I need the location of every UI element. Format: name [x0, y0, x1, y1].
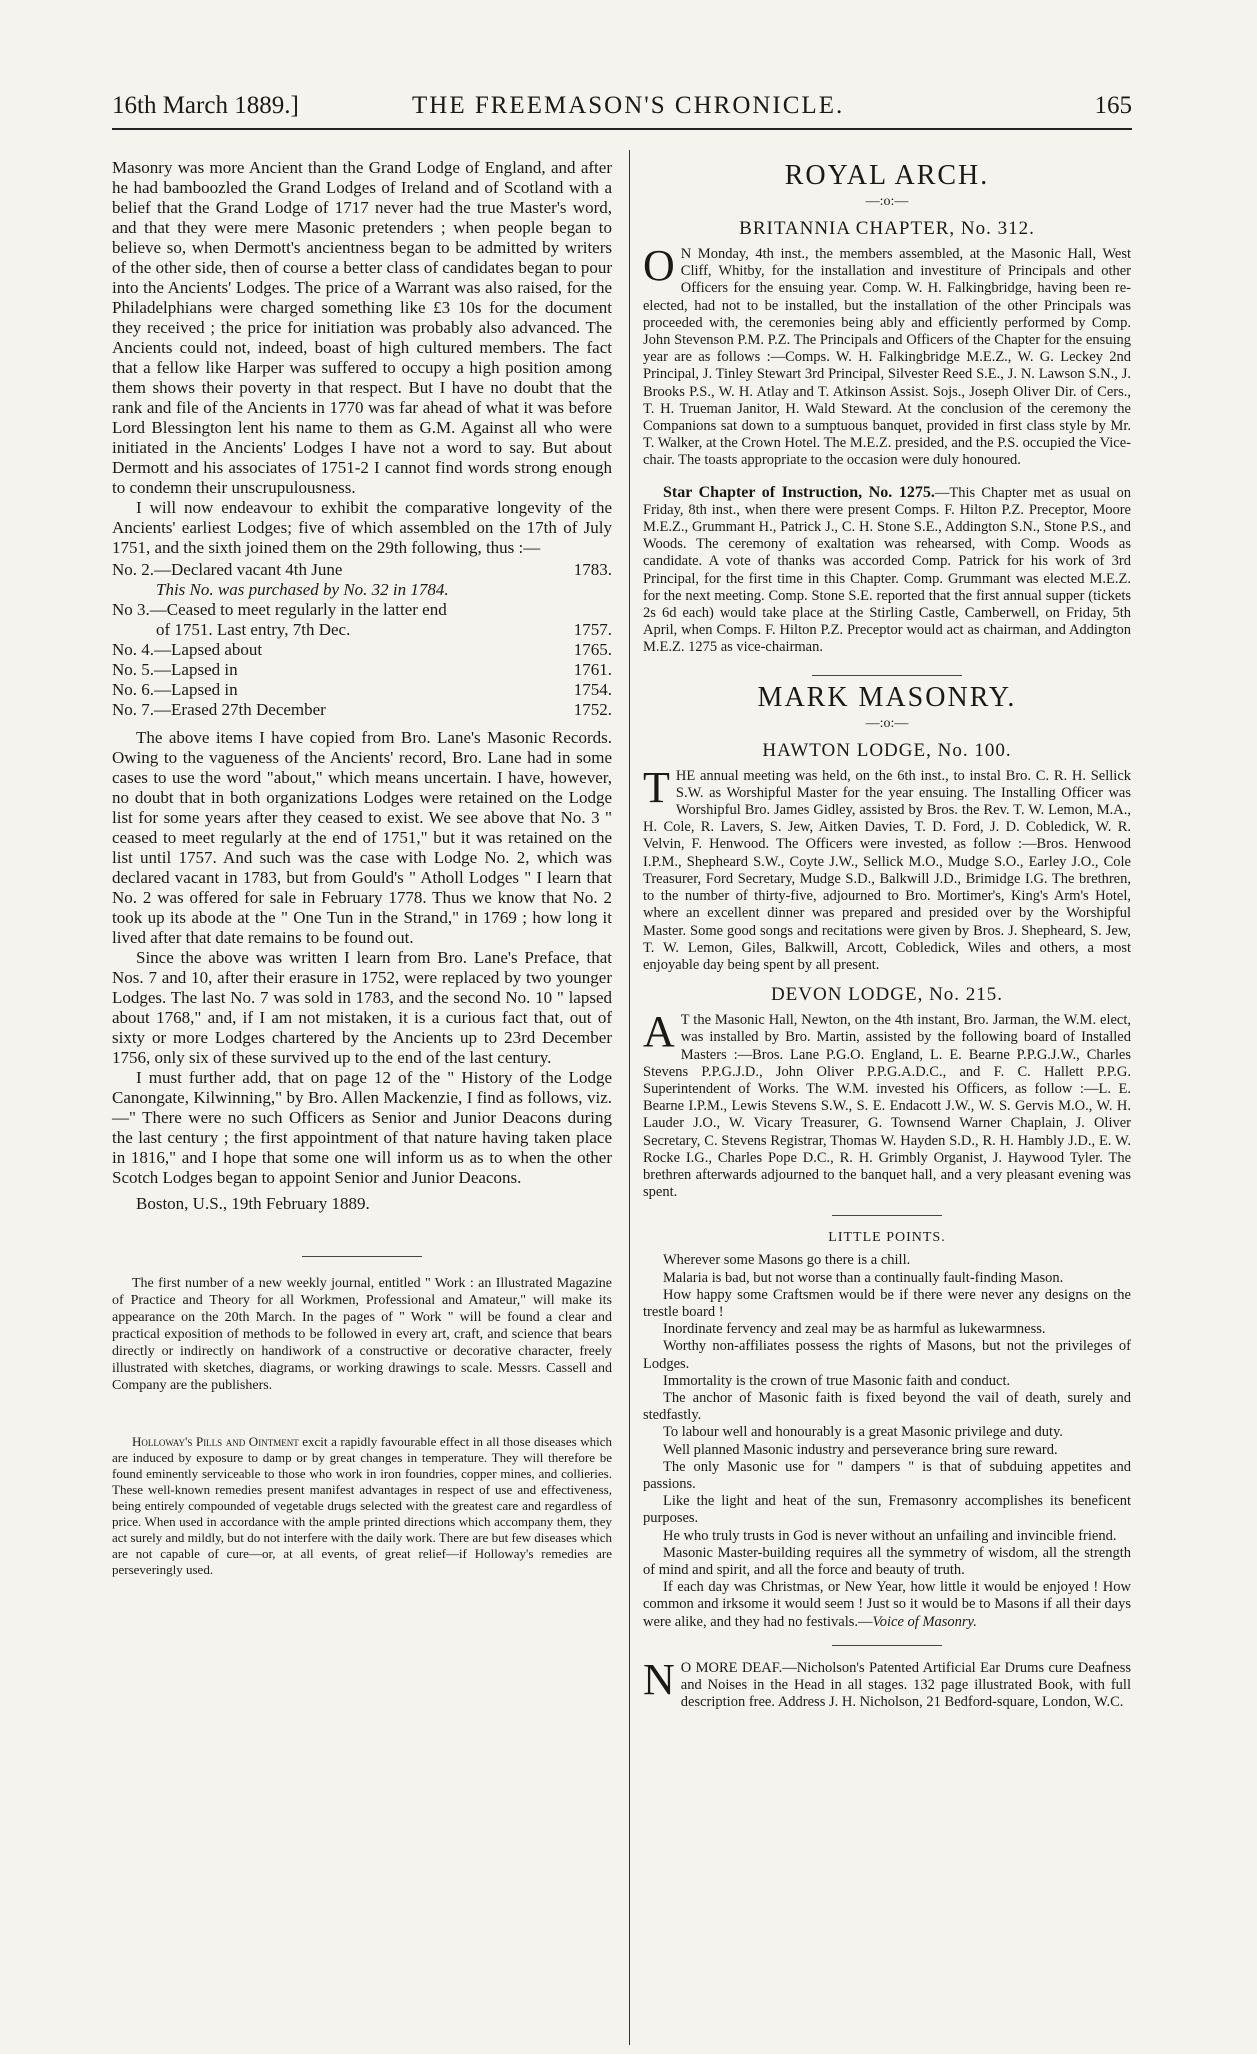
- list-item: Malaria is bad, but not worse than a continually fault-finding Mason.: [663, 1269, 1064, 1286]
- article-body: [112, 158, 612, 558]
- lodge-table: [112, 560, 612, 720]
- issue-date: 16th March 1889.]: [112, 92, 299, 119]
- list-item: Masonic Master-building requires all the symmetry of wisdom, all the strength of mind and spirit, and all the force and beauty of truth.: [643, 1544, 1131, 1578]
- little-points-list: [643, 1252, 1131, 1630]
- table-row: No. 6.—Lapsed in 1754.: [112, 680, 612, 699]
- article-body-continued: [112, 728, 612, 1188]
- paragraph: The first number of a new weekly journal, entitled " Work : an Illustrated Magazine of Practice and Theory for all Workmen, Professional and Amateur," will make its appearance on the 20th March. In the pages of " Work " will be found a clear and practical exposition of methods to be followed in every art, craft, and science that bears directly or indirectly on handiwork of a constructive or decorative character, freely illustrated with sketches, diagrams, or working drawings to scale. Messrs. Cassell and Company are the publishers.: [112, 1276, 612, 1393]
- advert-lead: Holloway's Pills and Ointment: [132, 1434, 299, 1449]
- advert-body: excit a rapidly favourable effect in all those diseases which are induced by exposure to damp or by great changes in temperature. They will therefore be found eminently serviceable to those who work in iron foundries, copper mines, and collieries. These well-known remedies present manifest advantages in respect of use and effectiveness, being entirely compounded of vegetable drugs selected with the greatest care and regardless of price. When used in accordance with the ample printed directions which accompany them, they act surely and mildly, but do not interfere with the daily work. There are but few diseases which are not capable of cure—or, at all events, of great relief—if Holloway's remedies are perseveringly used.: [112, 1434, 612, 1577]
- list-item: Inordinate fervency and zeal may be as harmful as lukewarmness.: [663, 1321, 1046, 1338]
- table-row: No. 5.—Lapsed in 1761.: [112, 660, 612, 679]
- publication-title: THE FREEMASON'S CHRONICLE.: [412, 92, 845, 119]
- britannia-chapter-heading: BRITANNIA CHAPTER, No. 312.: [739, 218, 1035, 239]
- hawton-lodge-heading: HAWTON LODGE, No. 100.: [762, 739, 1012, 761]
- section-divider: [302, 1256, 422, 1257]
- left-column: [112, 158, 612, 1578]
- paragraph: The above items I have copied from Bro. Lane's Masonic Records. Owing to the vagueness of the Ancients' record, Bro. Lane had in some cases to use the word "about," which means uncertain. I have, however, no doubt that in both organizations Lodges were retained on the Lodge list for some years after they ceased to exist. We see above that No. 3 " ceased to meet regularly at the end of 1751," but it was retained on the list until 1757. And such was the case with Lodge No. 2, which was declared vacant in 1783, but from Gould's " Atholl Lodges " I learn that No. 2 was offered for sale in February 1778. Thus we know that No. 2 took up its abode at the " One Tun in the Strand," in 1769 ; how long it lived after that date remains to be found out.: [112, 728, 612, 947]
- work-journal-notice: [112, 1275, 612, 1394]
- list-item: He who truly trusts in God is never without an unfailing and invincible friend.: [663, 1527, 1117, 1544]
- table-row: No. 7.—Erased 27th December 1752.: [112, 700, 612, 719]
- drop-cap: N: [643, 1654, 675, 1704]
- section-divider: [812, 675, 962, 676]
- page-header: [112, 92, 1132, 132]
- table-row: No 3.—Ceased to meet regularly in the latter end: [112, 600, 447, 619]
- star-chapter-heading: Star Chapter of Instruction, No. 1275.: [663, 483, 935, 501]
- paragraph: THE annual meeting was held, on the 6th inst., to instal Bro. C. R. H. Sellick S.W. as Worshipful Master for the year ensuing. The Installing Officer was Worshipful Bro. James Gidley, assisted by Bros. the Rev. T. W. Lemon, M.A., H. Cole, R. Lavers, S. Jew, Aitken Davies, T. D. Ford, J. D. Cobledick, W. R. Velvin, F. Henwood. The Officers were invested, as follow :—Bros. Henwood I.P.M., Shepheard S.W., Coyte J.W., Sellick M.O., Mudge S.O., Earley J.O., Cole Treasurer, Ford Secretary, Mudge S.D., Balkwill J.D., Brimidge I.G. The brethren, to the number of thirty-five, adjourned to Bro. Mortimer's, King's Arm's Hotel, where an excellent dinner was prepared and presided over by the Worshipful Master. Some good songs and recitations were given by Bros. J. Shepheard, S. Jew, T. W. Lemon, Giles, Balkwill, Arcott, Cobledick, Wiles and others, a most enjoyable day being spent by all present.: [643, 762, 1131, 973]
- section-divider: [832, 1645, 942, 1646]
- list-item: How happy some Craftsmen would be if there were never any designs on the trestle board !: [643, 1286, 1131, 1320]
- advert-lead: O MORE DEAF.: [680, 1659, 783, 1676]
- ear-drums-advert: [643, 1654, 1131, 1712]
- paragraph: O N Monday, 4th inst., the members assembled, at the Masonic Hall, West Cliff, Whitby, for the installation and investiture of Principals and other Officers for the ensuing year. Comp. W. H. Falkingbridge, having been re-elected, had not to be installed, but the installation of the other Principals was proceeded with, the ceremonies being ably and efficiently performed by Comp. John Stevenson P.M. P.Z. The Principals and Officers of the Chapter for the ensuing year are as follows :—Comps. W. H. Falkingbridge M.E.Z., W. G. Leckey 2nd Principal, J. Tinley Stewart 3rd Principal, Silvester Reed S.E., J. N. Lawson S.N., J. Brooks P.S., W. H. Atlay and T. Atkinson Assist. Sojs., Joseph Oliver Dir. of Cers., T. H. Trueman Janitor, H. Wald Steward. At the conclusion of the ceremony the Companions sat down to a sumptuous banquet, provided in first class style by Mr. T. Walker, at the Crown Hotel. The M.E.Z. presided, and the P.S. occupied the Vice-chair. The toasts appropriate to the occasion were duly honoured.: [643, 241, 1131, 469]
- devon-report: [643, 1007, 1131, 1201]
- paragraph: I must further add, that on page 12 of the " History of the Lodge Canongate, Kilwinning," by Bro. Allen Mackenzie, I find as follows, viz.—" There were no such Officers as Senior and Junior Deacons during the last century ; the first appointment of that nature having taken place in 1816," and I hope that some one will inform us as to when the other Scotch Lodges began to appoint Senior and Junior Deacons.: [112, 1068, 612, 1187]
- section-divider: [832, 1215, 942, 1216]
- page-number: 165: [1094, 92, 1132, 119]
- drop-cap: A: [643, 1007, 675, 1057]
- list-item: The only Masonic use for " dampers " is that of subduing appetites and passions.: [643, 1458, 1131, 1492]
- table-row: of 1751. Last entry, 7th Dec. 1757.: [156, 620, 612, 639]
- little-points-heading: LITTLE POINTS.: [828, 1230, 946, 1246]
- list-item: Well planned Masonic industry and perseverance bring sure reward.: [663, 1441, 1058, 1458]
- devon-lodge-heading: DEVON LODGE, No. 215.: [770, 984, 1004, 1006]
- signature-line: Boston, U.S., 19th February 1889.: [136, 1194, 370, 1213]
- header-rule: [112, 128, 1132, 130]
- britannia-report: [643, 241, 1132, 657]
- column-divider: [629, 150, 630, 2045]
- list-item: Immortality is the crown of true Masonic faith and conduct.: [663, 1372, 1011, 1389]
- paragraph: A T the Masonic Hall, Newton, on the 4th instant, Bro. Jarman, the W.M. elect, was installed by Bro. Martin, assisted by the following board of Installed Masters :—Bros. Lane P.G.O. England, L. E. Bearne P.P.G.J.W., Charles Stevens P.P.G.J.D., John Oliver P.P.G.A.D.C., and F. C. Hallett P.P.G. Superintendent of Works. The W.M. invested his Officers, as follow :—L. E. Bearne I.P.M., Lewis Stevens S.W., S. E. Endacott J.W., W. S. Gervis M.O., W. H. Lauder J.O., W. Vicary Treasurer, G. Townsend Warner Chaplain, J. Oliver Secretary, C. Stevens Registrar, Thomas W. Hayden S.D., R. H. Hambly J.D., E. W. Rocke I.G., Charles Pope D.C., R. H. Grimbly Organist, J. Haywood Tyler. The brethren afterwards adjourned to the banquet hall, and a very pleasant evening was spent.: [643, 1007, 1131, 1201]
- paragraph: I will now endeavour to exhibit the comparative longevity of the Ancients' earliest Lodges; five of which assembled on the 17th of July 1751, and the sixth joined them on the 29th following, thus :—: [112, 498, 612, 557]
- drop-cap: O: [643, 241, 675, 290]
- holloway-advert: [112, 1434, 612, 1578]
- paragraph: Since the above was written I learn from Bro. Lane's Preface, that Nos. 7 and 10, after their erasure in 1752, were replaced by two younger Lodges. The last No. 7 was sold in 1783, and the second No. 10 " lapsed about 1768," and, if I am not mistaken, it is a curious fact that, out of sixty or more Lodges chartered by the Ancients up to 23rd December 1756, only six of these survived up to the end of the last century.: [112, 948, 612, 1067]
- paragraph: Star Chapter of Instruction, No. 1275.—This Chapter met as usual on Friday, 8th inst., when there were present Comps. F. Hilton P.Z. Preceptor, Moore M.E.Z., Grummant H., Patrick J., C. H. Stone S.E., Addington S.N., Stone P.S., and Woods. The ceremony of exaltation was rehearsed, with Comp. Woods as candidate. A vote of thanks was accorded Comp. Patrick for his work of 3rd Principal, for the first time in this Chapter. Comp. Grummant was elected M.E.Z. for the next meeting. Comp. Stone S.E. reported that the first annual supper (tickets 2s 6d each) would take place at the Stirling Castle, Camberwell, on Friday, 5th April, when Comps. F. Hilton P.Z. Preceptor would act as chairman, and Addington M.E.Z. 1275 as vice-chairman.: [643, 483, 1132, 656]
- table-row: No. 4.—Lapsed about 1765.: [112, 640, 612, 659]
- advert-text: N O MORE DEAF.—Nicholson's Patented Artificial Ear Drums cure Deafness and Noises in the Head in all stages. 132 page illustrated Book, with full description free. Address J. H. Nicholson, 21 Bedford-square, London, W.C.: [643, 1654, 1131, 1711]
- hawton-report: [643, 762, 1131, 974]
- table-row: No. 2.—Declared vacant 4th June 1783.: [112, 560, 612, 579]
- paragraph: Masonry was more Ancient than the Grand Lodge of England, and after he had bamboozled the Grand Lodges of Ireland and of Scotland with a belief that the Grand Lodge of 1717 never had the true Master's word, and that they were mere Masonic pretenders ; when people began to believe so, when Dermott's ancientness began to be admitted by writers of the other side, then of course a better class of candidates began to pour into the Ancients' Lodges. The price of a Warrant was also raised, for the Philadelphians were charged something like £3 10s for the document they received ; the price for initiation was probably also advanced. The Ancients could not, indeed, boast of high cultured members. The fact that a fellow like Harper was suffered to occupy a high position among them shows their poverty in that respect. But I have no doubt that the rank and file of the Ancients in 1770 was far ahead of what it was before Lord Blessington lent his name to them as G.M. Against all who were initiated in the Ancients' Lodges I have not a word to say. But about Dermott and his associates of 1751-2 I cannot find words strong enough to condemn their unscrupulousness.: [112, 158, 612, 497]
- right-column: [643, 158, 1131, 1711]
- ornament: —:o:—: [865, 715, 909, 731]
- mark-masonry-heading: MARK MASONRY.: [757, 681, 1017, 713]
- ornament: —:o:—: [865, 194, 909, 209]
- source-credit: Voice of Masonry.: [872, 1613, 977, 1630]
- advert-text: [112, 1434, 612, 1578]
- list-item: If each day was Christmas, or New Year, how little it would be enjoyed ! How common and irksome it would seem ! Just so it would be to Masons if all their days were alike, and they had no festivals.—Voice of Masonry.: [643, 1579, 1131, 1630]
- list-item: To labour well and honourably is a great Masonic privilege and duty.: [663, 1424, 1063, 1441]
- table-row: This No. was purchased by No. 32 in 1784.: [156, 580, 449, 599]
- drop-cap: T: [643, 762, 670, 812]
- list-item: Worthy non-affiliates possess the rights of Masons, but not the privileges of Lodges.: [643, 1338, 1131, 1372]
- royal-arch-heading: ROYAL ARCH.: [784, 160, 990, 191]
- list-item: Like the light and heat of the sun, Fremasonry accomplishes its beneficent purposes.: [643, 1493, 1131, 1527]
- list-item: Wherever some Masons go there is a chill.: [663, 1252, 911, 1269]
- list-item: The anchor of Masonic faith is fixed beyond the vail of death, surely and stedfastly.: [643, 1389, 1131, 1424]
